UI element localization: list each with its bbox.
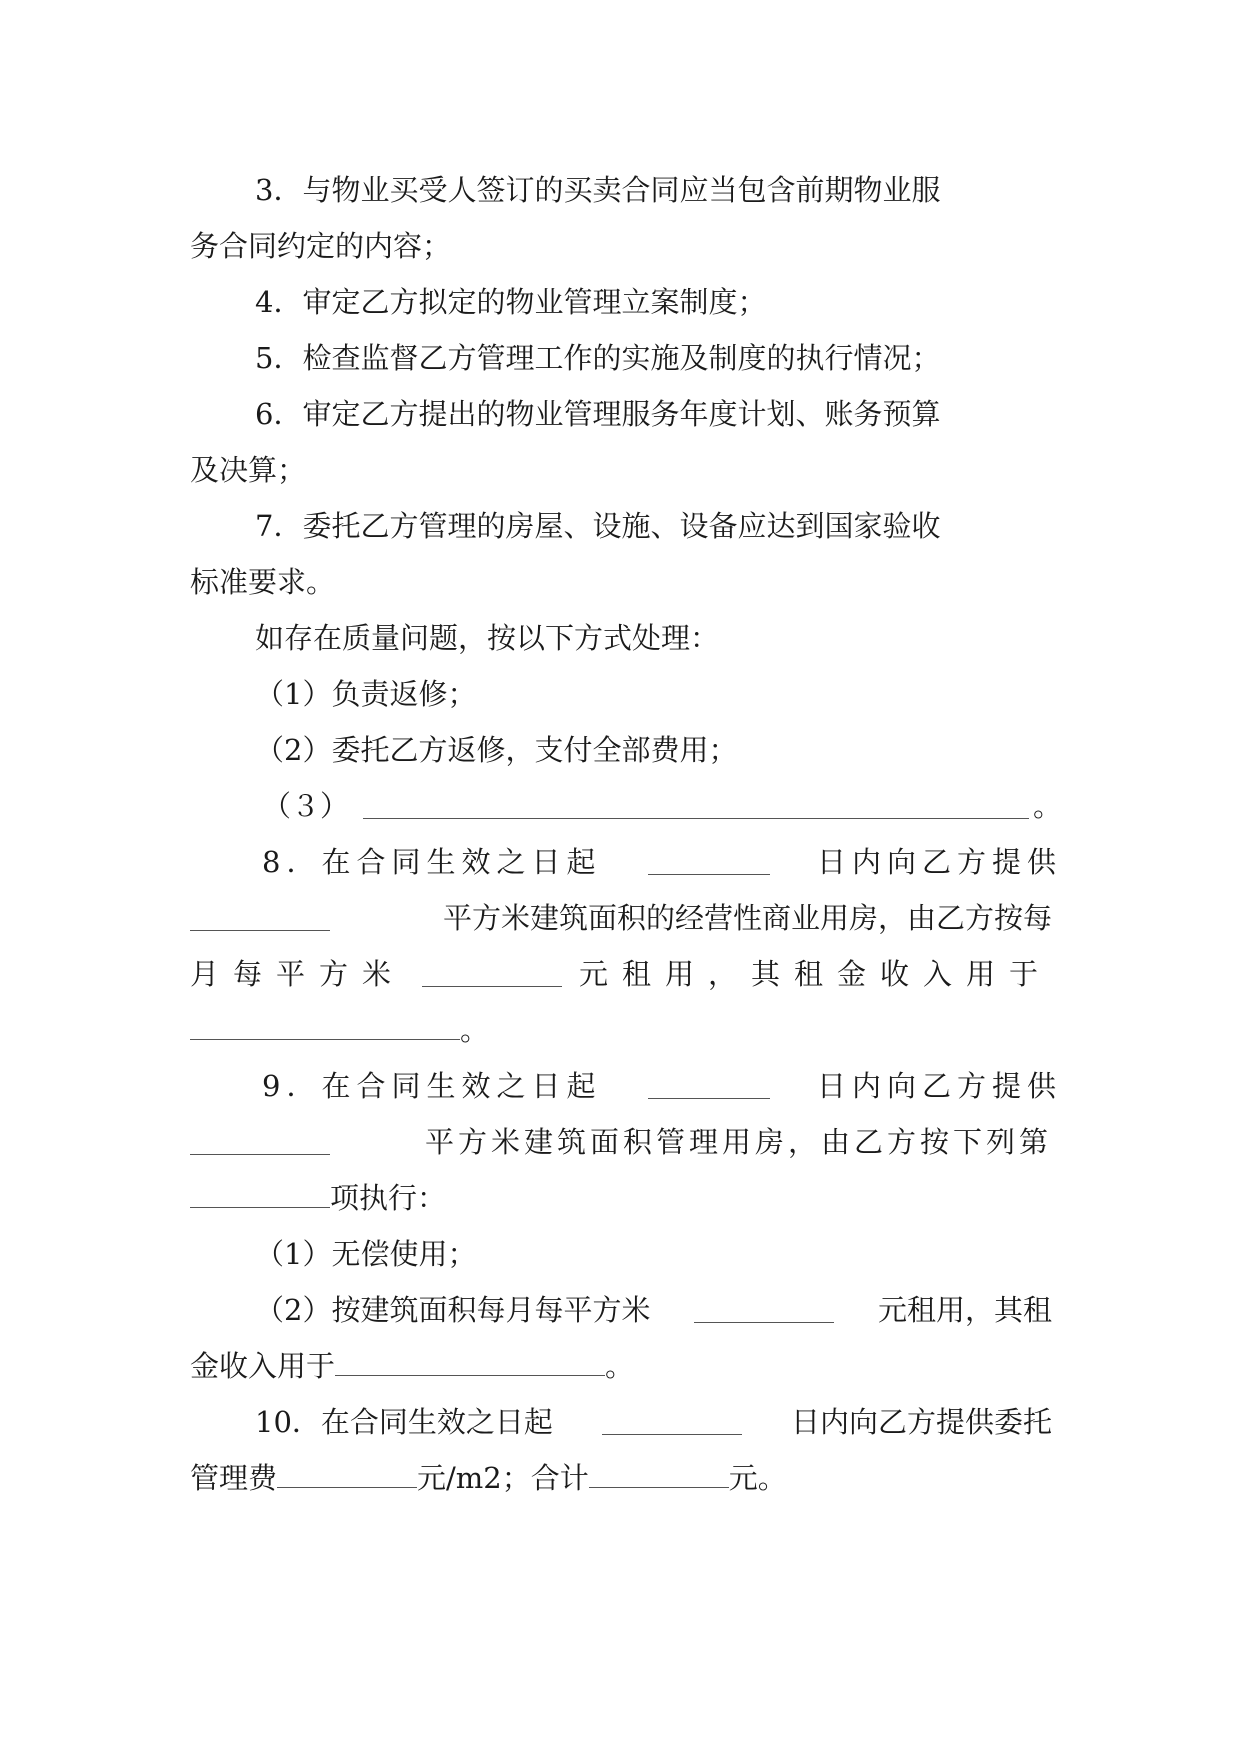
blank-field[interactable] bbox=[422, 962, 562, 987]
text: 平方米建筑面积的经营性商业用房，由乙方按每 bbox=[442, 901, 1052, 935]
text: 9．在合同生效之日起 bbox=[262, 1069, 602, 1103]
text: 元租用，其租金收入用于 bbox=[578, 957, 1052, 991]
blank-field[interactable] bbox=[694, 1298, 834, 1323]
blank-field[interactable] bbox=[363, 794, 1029, 819]
clause-8-line-4 bbox=[190, 1000, 1052, 1060]
quality-option-3 bbox=[262, 776, 1062, 836]
text: 日内向乙方提供 bbox=[816, 845, 1062, 879]
text: 日内向乙方提供 bbox=[816, 1069, 1062, 1103]
text: 。 bbox=[605, 1349, 635, 1383]
text: 8．在合同生效之日起 bbox=[262, 845, 602, 879]
text: 。 bbox=[460, 1013, 490, 1047]
text: 如存在质量问题，按以下方式处理： bbox=[255, 621, 720, 655]
clause-5 bbox=[255, 328, 1052, 388]
clause-7-line-2 bbox=[190, 552, 1052, 612]
clause-7-line-1 bbox=[255, 496, 1052, 556]
blank-field[interactable] bbox=[589, 1463, 729, 1488]
blank-field[interactable] bbox=[602, 1410, 742, 1435]
text: 及决算； bbox=[190, 453, 307, 487]
clause-3-line-2 bbox=[190, 216, 1052, 276]
clause-10-line-1 bbox=[255, 1392, 1052, 1452]
text: 元/m2；合计 bbox=[417, 1461, 589, 1495]
text: 6．审定乙方提出的物业管理服务年度计划、账务预算 bbox=[255, 397, 941, 431]
clause-8-line-2 bbox=[190, 888, 1052, 948]
text: 7．委托乙方管理的房屋、设施、设备应达到国家验收 bbox=[255, 509, 941, 543]
clause-3-line-1 bbox=[255, 160, 1052, 220]
text: 务合同约定的内容； bbox=[190, 229, 452, 263]
text: 3．与物业买受人签订的买卖合同应当包含前期物业服 bbox=[255, 173, 941, 207]
clause-8-line-1 bbox=[262, 832, 1062, 892]
clause-4 bbox=[255, 272, 1052, 332]
quality-option-2 bbox=[255, 720, 1052, 780]
blank-field[interactable] bbox=[335, 1351, 605, 1376]
text: （2）委托乙方返修，支付全部费用； bbox=[255, 733, 738, 767]
text: 5．检查监督乙方管理工作的实施及制度的执行情况； bbox=[255, 341, 941, 375]
text: （2）按建筑面积每月每平方米 bbox=[255, 1293, 651, 1327]
quality-issue-heading bbox=[255, 608, 1052, 668]
clause-6-line-1 bbox=[255, 384, 1052, 444]
clause-9-line-2 bbox=[190, 1112, 1052, 1172]
usage-option-2-line-2 bbox=[190, 1336, 1052, 1396]
text: 4．审定乙方拟定的物业管理立案制度； bbox=[255, 285, 767, 319]
clause-9-line-1 bbox=[262, 1056, 1062, 1116]
text: （1）无偿使用； bbox=[255, 1237, 477, 1271]
text: 项执行： bbox=[330, 1181, 447, 1215]
blank-field[interactable] bbox=[190, 1130, 330, 1155]
blank-field[interactable] bbox=[648, 1074, 770, 1099]
text: 月每平方米 bbox=[190, 957, 406, 991]
blank-field[interactable] bbox=[190, 1015, 460, 1040]
clause-10-line-2 bbox=[190, 1448, 1052, 1508]
text: 元租用，其租 bbox=[877, 1293, 1052, 1327]
blank-field[interactable] bbox=[190, 1183, 330, 1208]
clause-9-line-3 bbox=[190, 1168, 1052, 1228]
clause-6-line-2 bbox=[190, 440, 1052, 500]
blank-field[interactable] bbox=[277, 1463, 417, 1488]
text: 10．在合同生效之日起 bbox=[255, 1405, 553, 1439]
usage-option-1 bbox=[255, 1224, 1052, 1284]
option-label: （３） bbox=[262, 789, 350, 823]
blank-field[interactable] bbox=[648, 850, 770, 875]
clause-8-line-3 bbox=[190, 944, 1052, 1004]
text: 标准要求。 bbox=[190, 565, 336, 599]
text: 管理费 bbox=[190, 1461, 278, 1495]
text: （1）负责返修； bbox=[255, 677, 477, 711]
text: 平方米建筑面积管理用房，由乙方按下列第 bbox=[424, 1125, 1052, 1159]
usage-option-2-line-1 bbox=[255, 1280, 1052, 1340]
text: 日内向乙方提供委托 bbox=[790, 1405, 1052, 1439]
text: 。 bbox=[1032, 789, 1062, 823]
quality-option-1 bbox=[255, 664, 1052, 724]
text: 金收入用于 bbox=[190, 1349, 336, 1383]
text: 元。 bbox=[728, 1461, 787, 1495]
blank-field[interactable] bbox=[190, 906, 330, 931]
